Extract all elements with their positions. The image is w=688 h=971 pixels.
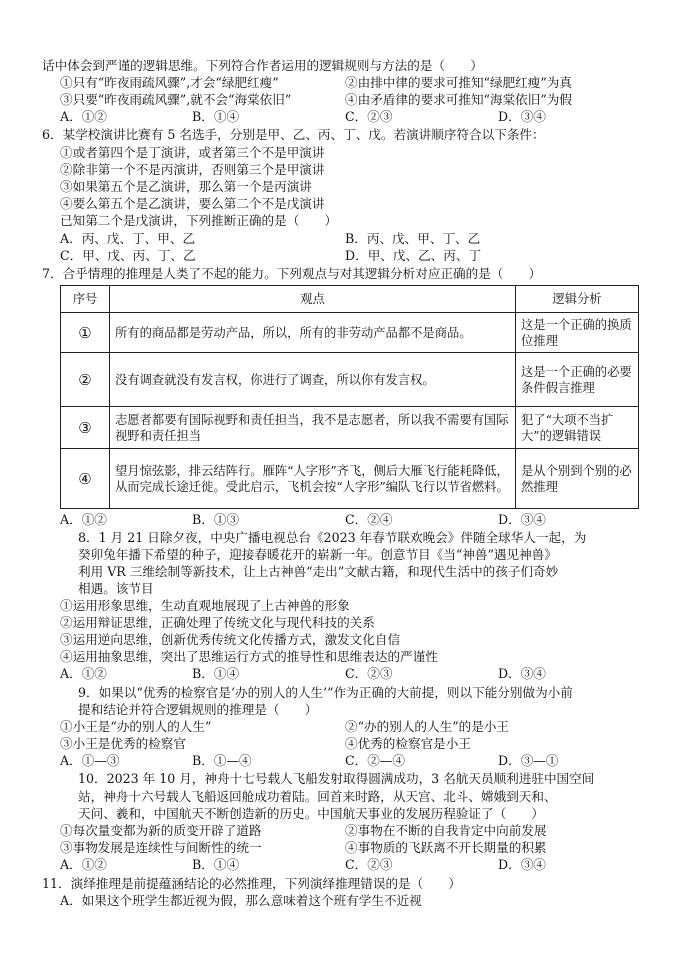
q10-choice-a: A．①② xyxy=(60,857,107,872)
q7-table xyxy=(60,285,639,509)
q7-choice-c: C．②④ xyxy=(345,512,393,527)
q10-choice-d: D．③④ xyxy=(498,857,546,872)
q7-choice-b: B．①③ xyxy=(192,512,240,527)
table-header-row xyxy=(61,286,639,313)
row-number: ② xyxy=(61,353,110,407)
q8-choice-c: C．②③ xyxy=(345,666,393,681)
row-analysis: 这是一个正确的必要条件假言推理 xyxy=(516,353,639,407)
q9-option-2: ②“办的别人的人生”的是小王 xyxy=(345,719,510,734)
row-view: 所有的商品都是劳动产品，所以，所有的非劳动产品都不是商品。 xyxy=(110,313,516,353)
q8-line-3: 利用 VR 三维绘制等新技术，让上古神兽“走出”文献古籍，和现代生活中的孩子们奇妙 xyxy=(78,564,559,579)
table-row xyxy=(61,449,639,509)
q8-line-2: 癸卯兔年播下希望的种子，迎接春暖花开的崭新一年。创意节目《当“神兽”遇见神兽》 xyxy=(78,547,557,562)
q11-option-a: A．如果这个班学生都近视为假，那么意味着这个班有学生不近视 xyxy=(60,893,422,908)
q6-choice-d: D．甲、戊、乙、丙、丁 xyxy=(345,248,482,263)
header-view: 观点 xyxy=(110,286,516,313)
header-number: 序号 xyxy=(61,286,110,313)
q5-choice-b: B．①④ xyxy=(192,109,240,124)
q6-choice-a: A．丙、戊、丁、甲、乙 xyxy=(60,231,196,246)
q9-line-2: 提和结论并符合逻辑规则的推理是（ ） xyxy=(78,702,318,717)
q8-option-1: ①运用形象思维，生动直观地展现了上古神兽的形象 xyxy=(60,598,350,613)
q9-choice-a: A．①—③ xyxy=(60,753,120,768)
row-number: ③ xyxy=(61,407,110,449)
q6-known: 已知第二个是戊演讲，下列推断正确的是（ ） xyxy=(60,213,338,228)
q6-condition-3: ③如果第五个是乙演讲，那么第一个是丙演讲 xyxy=(60,179,312,194)
q9-line-1: 9．如果以“优秀的检察官是‘办的别人的人生’”作为正确的大前提，则以下能分别做为小前 xyxy=(78,685,573,700)
table-row xyxy=(61,353,639,407)
q6-choice-b: B．丙、戊、甲、丁、乙 xyxy=(345,231,481,246)
row-analysis: 是从个别到个别的必然推理 xyxy=(516,449,639,509)
q5-choice-c: C．②③ xyxy=(345,109,393,124)
q5-option-1: ①只有“昨夜雨疏风骤”,才会“绿肥红瘦” xyxy=(60,75,279,90)
q8-choice-d: D．③④ xyxy=(498,666,546,681)
q10-line-3: 天问、羲和，中国航天不断创造新的历史。中国航天事业的发展历程验证了（ ） xyxy=(78,806,544,821)
q7-choice-a: A．①② xyxy=(60,512,107,527)
q10-choice-c: C．②③ xyxy=(345,857,393,872)
q10-option-1: ①每次量变都为新的质变开辟了道路 xyxy=(60,823,262,838)
q9-option-1: ①小王是“办的别人的人生” xyxy=(60,719,212,734)
q10-line-2: 站，神舟十六号载人飞船返回舱成功着陆。回首来时路，从天宫、北斗、嫦娥到天和、 xyxy=(78,789,557,804)
q5-option-2: ②由排中律的要求可推知“绿肥红瘦”为真 xyxy=(345,75,572,90)
q11-stem: 11．演绎推理是前提蕴涵结论的必然推理，下列演绎推理错误的是（ ） xyxy=(42,876,462,891)
q9-option-3: ③小王是优秀的检察官 xyxy=(60,736,186,751)
q10-line-1: 10．2023 年 10 月，神舟十七号载人飞船发射取得圆满成功，3 名航天员顺利进驻中国空间 xyxy=(78,771,595,786)
row-analysis: 这是一个正确的换质位推理 xyxy=(516,313,639,353)
q6-stem: 6．某学校演讲比赛有 5 名选手，分别是甲、乙、丙、丁、戊。若演讲顺序符合以下条件： xyxy=(42,127,545,142)
q9-option-4: ④优秀的检察官是小王 xyxy=(345,736,471,751)
row-analysis: 犯了“大项不当扩大”的逻辑错误 xyxy=(516,407,639,449)
q5-option-3: ③只要“昨夜雨疏风骤”,就不会“海棠依旧” xyxy=(60,92,292,107)
header-analysis: 逻辑分析 xyxy=(516,286,639,313)
q9-choice-d: D．③—① xyxy=(498,753,559,768)
q6-choice-c: C．甲、戊、丙、丁、乙 xyxy=(60,248,196,263)
row-view: 望月惊弦影，排云结阵行。雁阵“人字形”齐飞，侧后大雁飞行能耗降低，从而完成长途迁徙。受此启示，飞机会按“人字形”编队飞行以节省燃料。 xyxy=(110,449,516,509)
q8-line-4: 相遇。该节目 xyxy=(78,581,154,596)
q7-choice-d: D．③④ xyxy=(498,512,546,527)
q6-condition-2: ②除非第一个不是丙演讲，否则第三个是甲演讲 xyxy=(60,162,325,177)
q8-option-3: ③运用逆向思维，创新优秀传统文化传播方式，激发文化自信 xyxy=(60,632,401,647)
table-row xyxy=(61,313,639,353)
q10-option-4: ④事物质的飞跃离不开长期量的积累 xyxy=(345,840,547,855)
q5-option-4: ④由矛盾律的要求可推知“海棠依旧”为假 xyxy=(345,92,572,107)
q8-option-2: ②运用辩证思维，正确处理了传统文化与现代科技的关系 xyxy=(60,615,375,630)
row-number: ④ xyxy=(61,449,110,509)
q8-option-4: ④运用抽象思维，突出了思维运行方式的推导性和思维表达的严谨性 xyxy=(60,649,438,664)
q10-choice-b: B．①④ xyxy=(192,857,240,872)
q5-choice-a: A．①② xyxy=(60,109,107,124)
table-row xyxy=(61,407,639,449)
q8-line-1: 8．1 月 21 日除夕夜，中央广播电视总台《2023 年春节联欢晚会》伴随全球华人一起，为 xyxy=(78,530,587,545)
q5-choice-d: D．③④ xyxy=(498,109,546,124)
row-number: ① xyxy=(61,313,110,353)
q10-option-3: ③事物发展是连续性与间断性的统一 xyxy=(60,840,262,855)
row-view: 志愿者都要有国际视野和责任担当，我不是志愿者，所以我不需要有国际视野和责任担当 xyxy=(110,407,516,449)
q8-choice-a: A．①② xyxy=(60,666,107,681)
q9-choice-b: B．①—④ xyxy=(192,753,252,768)
row-view: 没有调查就没有发言权，你进行了调查，所以你有发言权。 xyxy=(110,353,516,407)
q8-choice-b: B．①④ xyxy=(192,666,240,681)
q9-choice-c: C．②—④ xyxy=(345,753,406,768)
q10-option-2: ②事物在不断的自我肯定中向前发展 xyxy=(345,823,547,838)
q5-stem: 话中体会到严谨的逻辑思维。下列符合作者运用的逻辑规则与方法的是（ ） xyxy=(42,58,483,73)
q6-condition-1: ①或者第四个是丁演讲，或者第三个不是甲演讲 xyxy=(60,145,325,160)
q7-stem: 7．合乎情理的推理是人类了不起的能力。下列观点与对其逻辑分析对应正确的是（ ） xyxy=(42,266,542,281)
q6-condition-4: ④要么第五个是乙演讲，要么第二个不是戊演讲 xyxy=(60,196,325,211)
